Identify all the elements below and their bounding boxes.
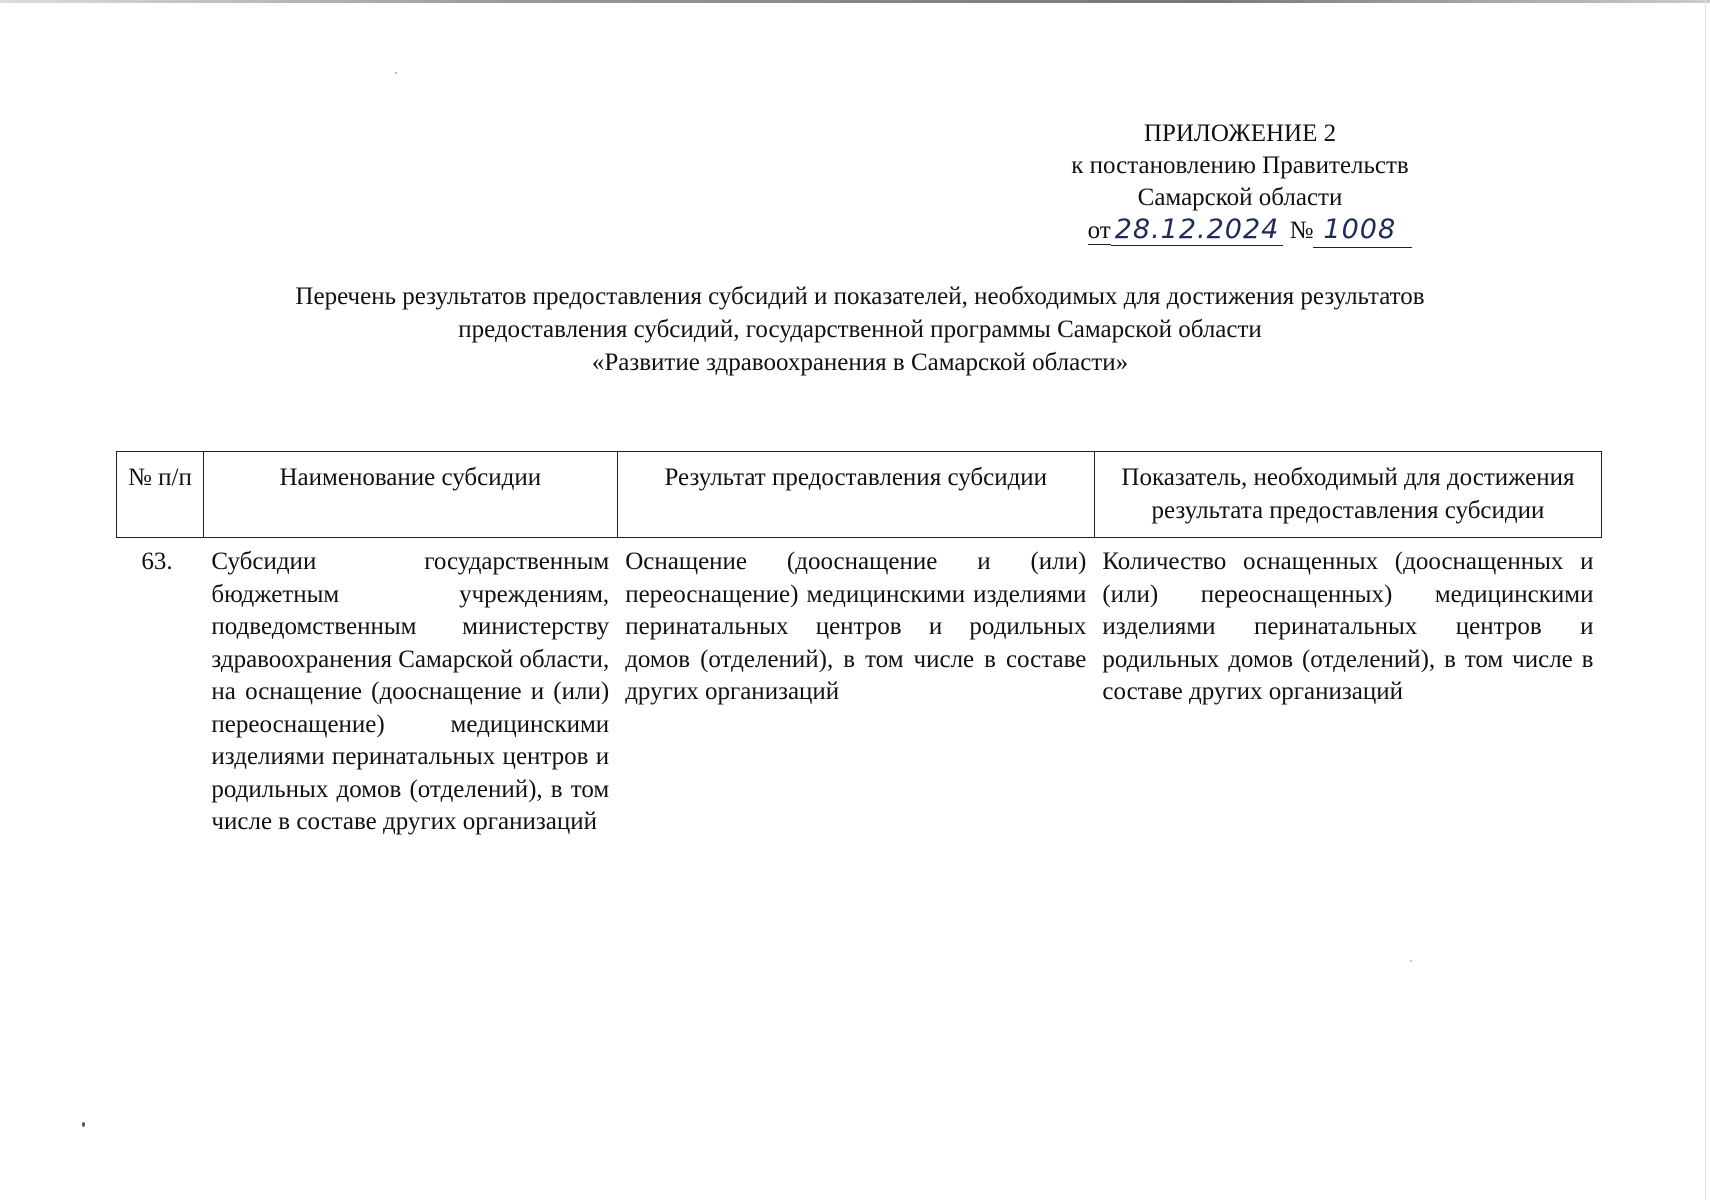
header-result: Результат предоставления субсидии — [617, 452, 1094, 538]
row-number: 63. — [141, 548, 173, 575]
appendix-header — [1000, 118, 1480, 248]
date-field — [1088, 214, 1284, 247]
scan-speck — [395, 72, 397, 74]
document-title-line-1: Перечень результатов предоставления субсидий и показателей, необходимых для достижения результатов — [295, 283, 1425, 310]
header-indicator: Показатель, необходимый для достижения результата предоставления субсидии — [1094, 452, 1601, 538]
handwritten-number: 1008 — [1323, 214, 1397, 245]
row-result: Оснащение (дооснащение и (или) переоснащение) медицинскими изделиями перинатальных центров и родильных домов (отделений), в том числе в составе других организаций — [625, 548, 1087, 705]
table-row — [117, 538, 1602, 839]
date-prefix: от — [1087, 217, 1111, 244]
scan-speck — [82, 1122, 85, 1127]
header-number: № п/п — [117, 452, 204, 538]
row-subsidy-name: Субсидии государственным бюджетным учреждениям, подведомственным министерству здравоохранения Самарской области, на оснащение (дооснащение и (или) переоснащение) медицинскими изделиями перинатальных центров и родильных домов (отделений), в том числе в составе других организаций — [211, 548, 610, 835]
handwritten-date: 28.12.2024 — [1111, 214, 1284, 246]
number-field — [1313, 214, 1412, 248]
scan-speck — [1410, 960, 1412, 962]
document-title-line-3: «Развитие здравоохранения в Самарской области» — [591, 349, 1129, 376]
number-prefix: № — [1289, 217, 1314, 244]
appendix-title: ПРИЛОЖЕНИЕ 2 — [1143, 120, 1337, 147]
scan-edge-top — [0, 0, 1710, 3]
table-header-row — [117, 452, 1602, 538]
document-title — [180, 280, 1540, 379]
row-indicator: Количество оснащенных (дооснащенных и (или) переоснащенных) медицинскими изделиями перинатальных центров и родильных домов (отделений), в том числе в составе других организаций — [1102, 548, 1594, 705]
appendix-resolution-line: к постановлению Правительств — [1071, 152, 1409, 179]
appendix-region-line: Самарской области — [1137, 184, 1343, 211]
header-subsidy-name: Наименование субсидии — [203, 452, 617, 538]
appendix-date-number-line — [1000, 214, 1480, 248]
subsidy-table — [116, 451, 1602, 839]
document-title-line-2: предоставления субсидий, государственной программы Самарской области — [458, 316, 1262, 343]
scan-edge-right — [1705, 0, 1706, 1200]
